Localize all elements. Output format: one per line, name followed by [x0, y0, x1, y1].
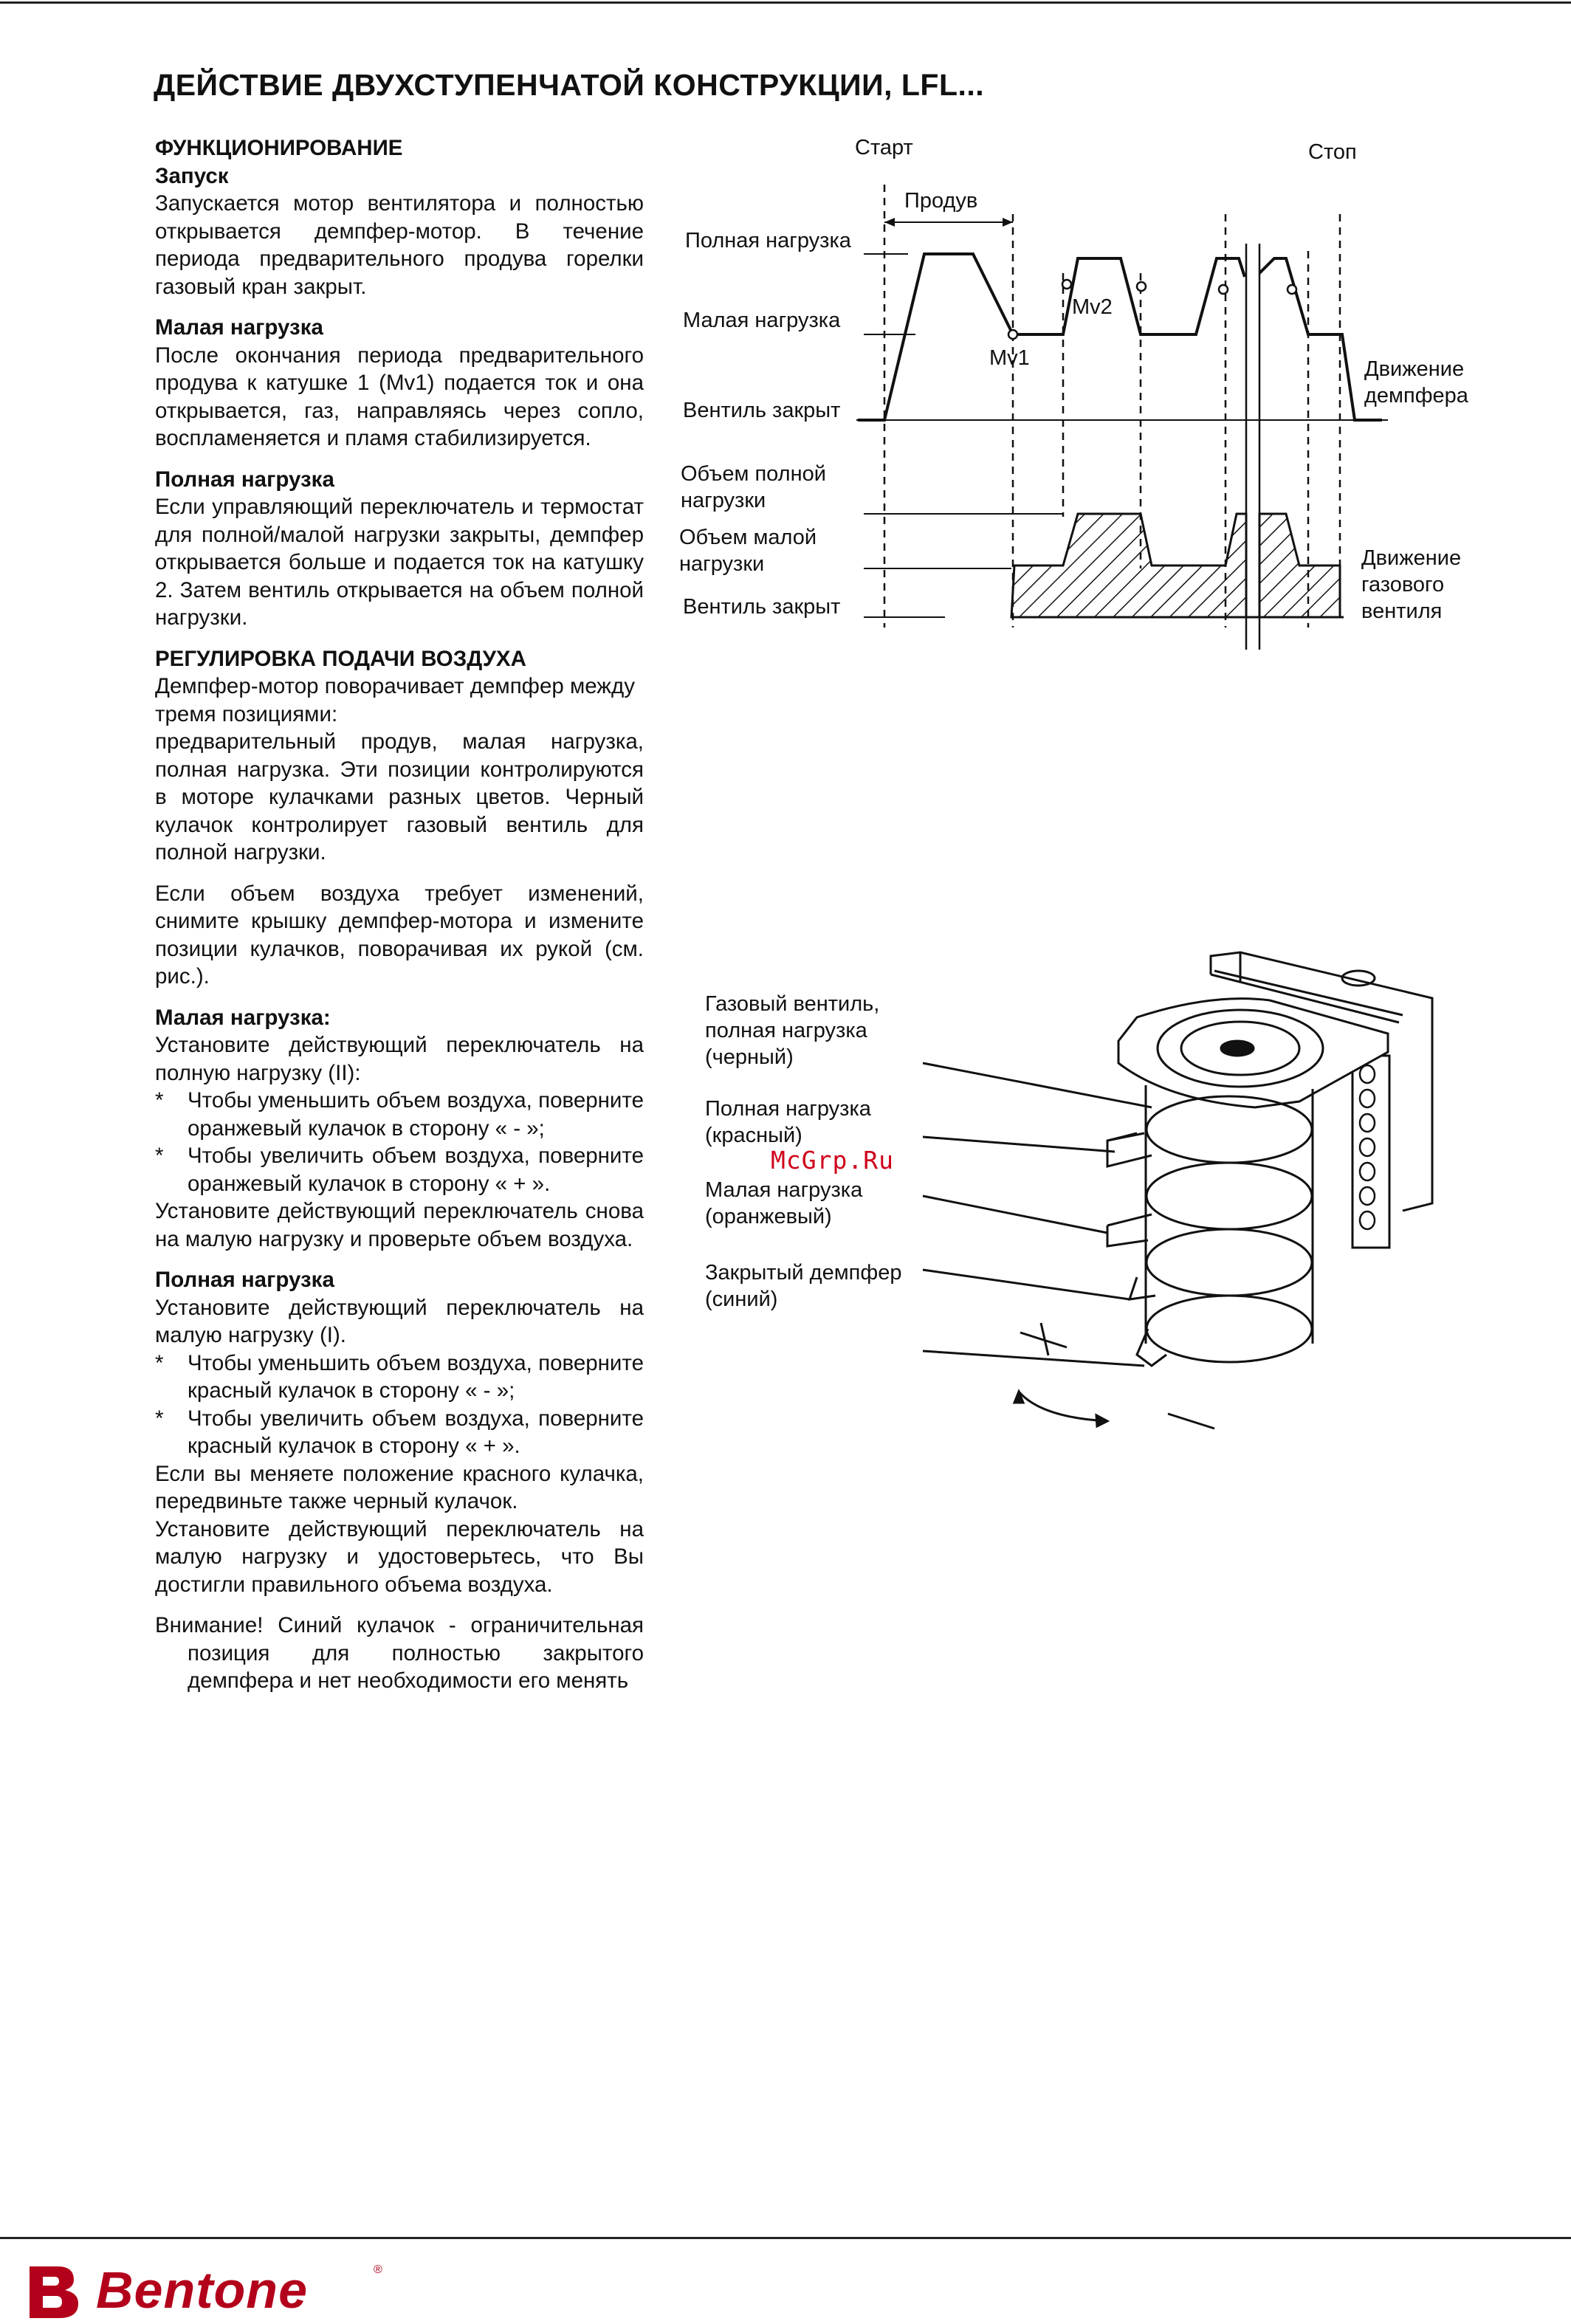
watermark: McGrp.Ru [771, 1146, 894, 1175]
low-adjust-list [155, 1087, 644, 1197]
stop-label: Стоп [1308, 140, 1357, 164]
brand-logo [22, 2261, 436, 2320]
purge-label: Продув [904, 189, 978, 213]
air-intro: Демпфер-мотор поворачивает демпфер между тремя позициями: [155, 674, 636, 726]
list-item: * Чтобы уменьшить объем воздуха, поверните оранжевый кулачок в сторону « - »; [155, 1088, 644, 1141]
top-rule [0, 1, 1571, 4]
full-adjust-after: Установите действующий переключатель на малую нагрузку и удостоверьтесь, что Вы достигли правильного объема воздуха. [155, 1516, 644, 1597]
full-volume-label: Объем полной нагрузки [681, 462, 826, 512]
startup-heading: Запуск [155, 163, 229, 188]
gas-valve-motion-label: Движение газового вентиля [1361, 546, 1462, 623]
text-column [155, 134, 644, 1695]
full-adjust-setup: Установите действующий переключатель на малую нагрузку (I). [155, 1295, 644, 1347]
red-cam-note: Если вы меняете положение красного кулачка, передвиньте также черный кулачок. [155, 1461, 644, 1513]
air-positions: предварительный продув, малая нагрузка, полная нагрузка. Эти позиции контролируются в моторе кулачками разных цветов. Черный кулачок контролирует газовый вентиль для полной нагрузки. [155, 729, 644, 864]
lowload-heading: Малая нагрузка [155, 315, 323, 340]
low-adjust-setup: Установите действующий переключатель на полную нагрузку (II): [155, 1033, 644, 1085]
minus-sign: − [1521, 932, 1533, 955]
list-item: * Чтобы уменьшить объем воздуха, поверните красный кулачок в сторону « - »; [155, 1350, 644, 1403]
timing-diagram [664, 126, 1536, 672]
low-adjust-after: Установите действующий переключатель снова на малую нагрузку и проверьте объем воздуха. [155, 1199, 644, 1251]
low-load-label: Малая нагрузка [683, 309, 841, 332]
cam-figure [694, 930, 1543, 1462]
plus-sign: + [1506, 932, 1519, 955]
damper-motion-label: Движение демпфера [1364, 357, 1468, 408]
footer-rule [0, 2237, 1571, 2239]
low-load-cam-label: Малая нагрузка (оранжевый) [705, 1178, 863, 1228]
start-label: Старт [855, 136, 913, 159]
full-adjust-heading: Полная нагрузка [155, 1268, 334, 1292]
air-heading: РЕГУЛИРОВКА ПОДАЧИ ВОЗДУХА [155, 646, 526, 671]
valve-closed-label-2: Вентиль закрыт [683, 595, 841, 619]
lowload-text: После окончания периода предварительного продува к катушке 1 (Mv1) подается ток и она открывается, газ, направляясь через сопло, воспламеняется и пламя стабилизируется. [155, 343, 644, 450]
list-item: * Чтобы увеличить объем воздуха, поверните красный кулачок в сторону « + ». [155, 1406, 644, 1458]
full-adjust-list [155, 1350, 644, 1460]
mv1-label: Mv1 [989, 346, 1030, 370]
full-load-cam-label: Полная нагрузка (красный) [705, 1097, 871, 1147]
valve-closed-label: Вентиль закрыт [683, 399, 841, 422]
air-change: Если объем воздуха требует изменений, снимите крышку демпфер-мотора и измените позиции кулачков, поворачивая их рукой (см. рис.). [155, 881, 644, 989]
bentone-logo-icon [22, 2261, 89, 2320]
closed-damper-cam-label: Закрытый демпфер (синий) [705, 1261, 902, 1311]
startup-text: Запускается мотор вентилятора и полностью открывается демпфер-мотор. В течение периода предварительного продува горелки газовый кран закрыт. [155, 191, 644, 299]
brand-name: Bentone [96, 2261, 308, 2319]
full-load-label: Полная нагрузка [685, 229, 851, 252]
mv2-label: Mv2 [1072, 295, 1113, 319]
warning-note: Внимание! Синий кулачок - ограничительная позиция для полностью закрытого демпфера и нет необходимости его менять [155, 1613, 644, 1693]
low-adjust-heading: Малая нагрузка: [155, 1005, 331, 1030]
fullload-text: Если управляющий переключатель и термостат для полной/малой нагрузки закрыты, демпфер открывается больше и подается ток на катушку 2. Затем вентиль открывается на объем полной нагрузки. [155, 495, 644, 630]
page-title: ДЕЙСТВИЕ ДВУХСТУПЕНЧАТОЙ КОНСТРУКЦИИ, LFL... [154, 68, 985, 102]
registered-mark: ® [374, 2263, 382, 2276]
low-volume-label: Объем малой нагрузки [679, 526, 817, 576]
list-item: * Чтобы увеличить объем воздуха, поверните оранжевый кулачок в сторону « + ». [155, 1144, 644, 1196]
functioning-heading: ФУНКЦИОНИРОВАНИЕ [155, 136, 403, 160]
fullload-heading: Полная нагрузка [155, 467, 334, 492]
gas-valve-cam-label: Газовый вентиль, полная нагрузка (черный) [705, 992, 880, 1069]
